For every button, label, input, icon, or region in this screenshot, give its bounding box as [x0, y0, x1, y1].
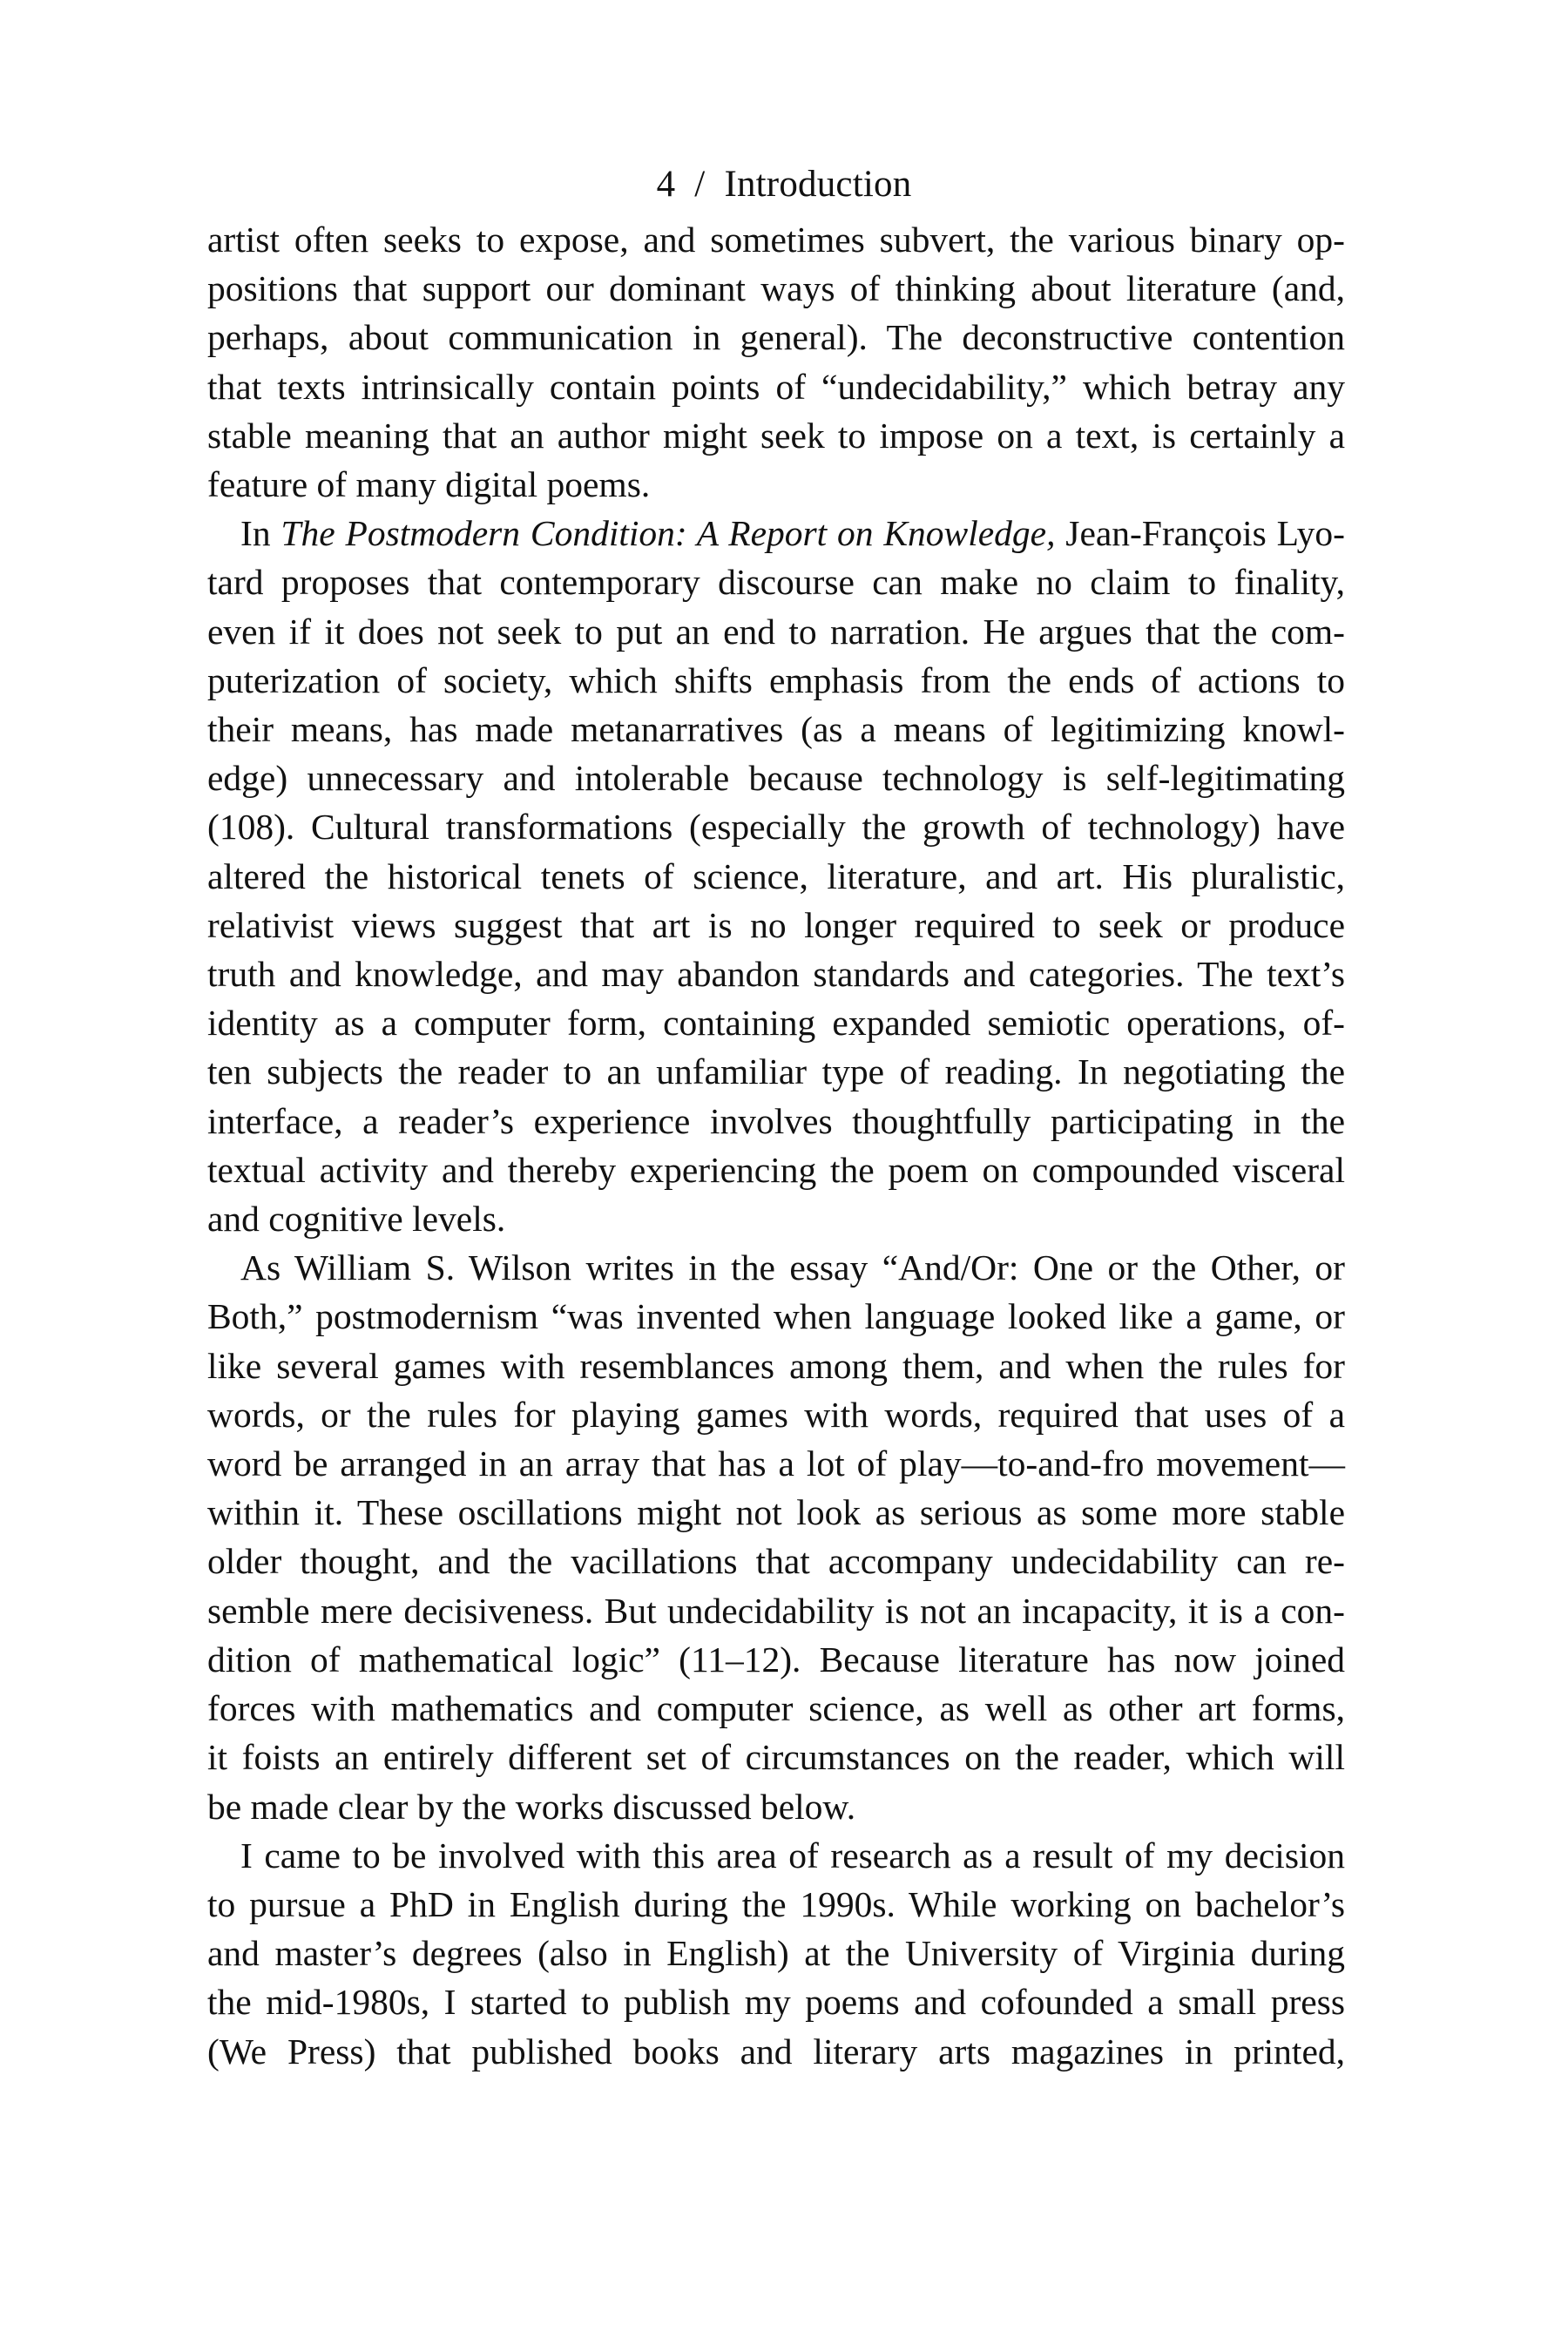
lead-continuation: Jean-François Lyo-	[1055, 513, 1345, 554]
text-line: positions that support our dominant ways of thinking about literature (and,	[207, 268, 1345, 309]
text-line: perhaps, about communication in general). The deconstructive contention	[207, 317, 1345, 358]
paragraph-3	[207, 1243, 1345, 1830]
text-line: like several games with resemblances among them, and when the rules for	[207, 1345, 1345, 1386]
text-line: edge) unnecessary and intolerable because technology is self-legitimating	[207, 758, 1345, 799]
text-line: (We Press) that published books and literary arts magazines in printed,	[207, 2031, 1345, 2072]
text-line: to pursue a PhD in English during the 1990s. While working on bachelor’s	[207, 1883, 1345, 1924]
text-line: word be arranged in an array that has a lot of play—to-and-fro movement—	[207, 1443, 1345, 1484]
text-line: that texts intrinsically contain points of “undecidability,” which betray any	[207, 366, 1345, 407]
text-line: stable meaning that an author might seek to impose on a text, is certainly a	[207, 415, 1345, 456]
text-line: within it. These oscillations might not look as serious as some more stable	[207, 1492, 1345, 1533]
body-text	[207, 215, 1345, 2076]
text-line: altered the historical tenets of science, literature, and art. His pluralistic,	[207, 855, 1345, 896]
text-line: it foists an entirely different set of circumstances on the reader, which will	[207, 1737, 1345, 1778]
text-line-first: I came to be involved with this area of research as a result of my decision	[240, 1835, 1345, 1876]
text-line: identity as a computer form, containing expanded semiotic operations, of-	[207, 1003, 1345, 1044]
page-number: 4	[656, 164, 676, 205]
running-head	[0, 159, 1568, 211]
paragraph-4	[207, 1831, 1345, 2076]
text-line: and cognitive levels.	[207, 1199, 506, 1240]
text-line: semble mere decisiveness. But undecidability is not an incapacity, it is a con-	[207, 1590, 1345, 1631]
text-line: puterization of society, which shifts emphasis from the ends of actions to	[207, 659, 1345, 700]
text-line: their means, has made metanarratives (as a means of legitimizing knowl-	[207, 709, 1345, 750]
text-line: words, or the rules for playing games with words, required that uses of a	[207, 1394, 1345, 1435]
text-line: feature of many digital poems.	[207, 464, 651, 505]
text-line: artist often seeks to expose, and sometimes subvert, the various binary op-	[207, 220, 1345, 260]
text-line: dition of mathematical logic” (11–12). Because literature has now joined	[207, 1639, 1345, 1680]
text-line: interface, a reader’s experience involves thoughtfully participating in the	[207, 1100, 1345, 1141]
text-line: even if it does not seek to put an end to narration. He argues that the com-	[207, 611, 1345, 652]
text-line-first	[207, 509, 1345, 558]
text-line: and master’s degrees (also in English) at the University of Virginia during	[207, 1933, 1345, 1974]
text-line: textual activity and thereby experiencing the poem on compounded visceral	[207, 1149, 1345, 1190]
lead-text: In	[240, 513, 281, 554]
text-line: older thought, and the vacillations that accompany undecidability can re-	[207, 1541, 1345, 1582]
section-title: Introduction	[724, 164, 912, 205]
header-separator: /	[694, 164, 706, 205]
text-line: ten subjects the reader to an unfamiliar type of reading. In negotiating the	[207, 1051, 1345, 1092]
book-title: The Postmodern Condition: A Report on Knowledge,	[280, 513, 1056, 554]
text-line: (108). Cultural transformations (especially the growth of technology) have	[207, 807, 1345, 848]
text-line: Both,” postmodernism “was invented when language looked like a game, or	[207, 1296, 1345, 1337]
text-line: be made clear by the works discussed below.	[207, 1786, 856, 1827]
text-line: tard proposes that contemporary discourse can make no claim to finality,	[207, 562, 1345, 603]
text-line: the mid-1980s, I started to publish my poems and cofounded a small press	[207, 1982, 1345, 2023]
paragraph-2	[207, 509, 1345, 1243]
paragraph-1	[207, 215, 1345, 509]
text-line-first: As William S. Wilson writes in the essay “And/Or: One or the Other, or	[240, 1247, 1345, 1288]
text-line: relativist views suggest that art is no longer required to seek or produce	[207, 904, 1345, 945]
text-line: truth and knowledge, and may abandon standards and categories. The text’s	[207, 954, 1345, 995]
text-line: forces with mathematics and computer science, as well as other art forms,	[207, 1688, 1345, 1729]
